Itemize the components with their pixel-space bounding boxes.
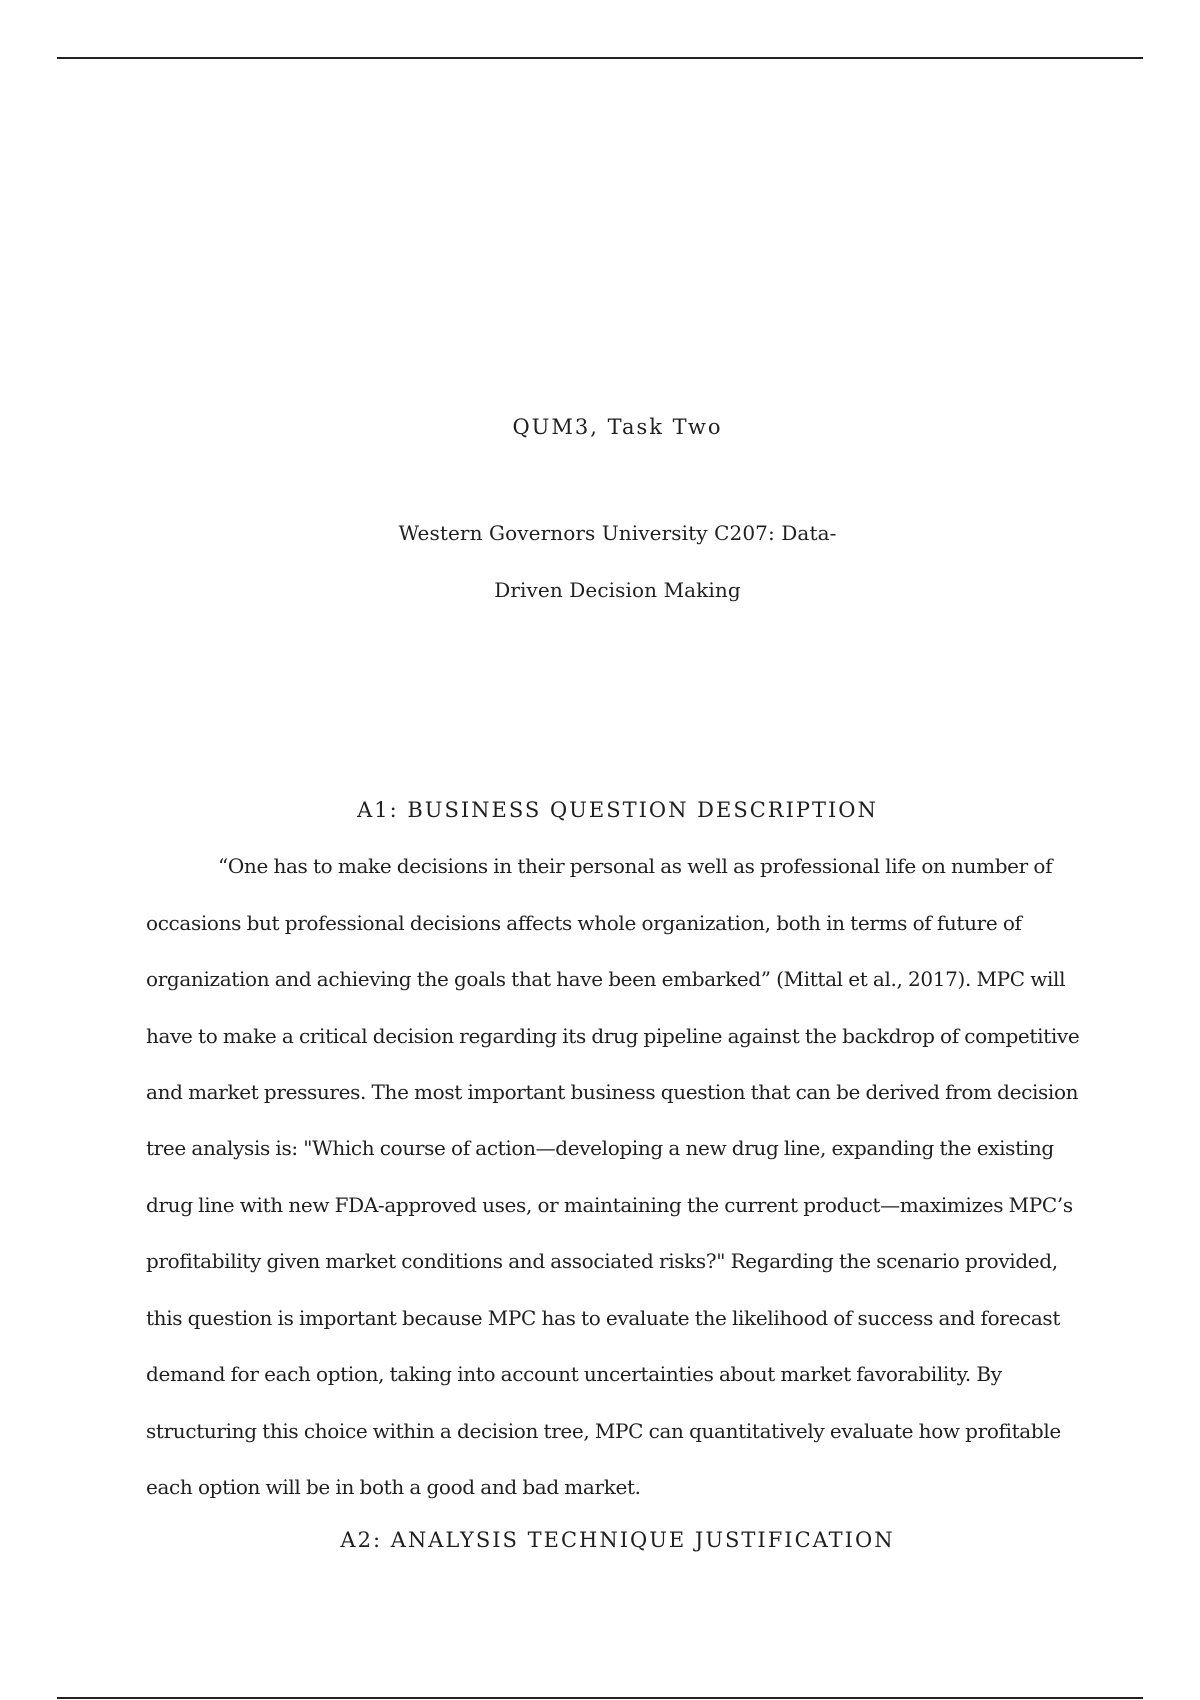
paragraph-line: “One has to make decisions in their personal as well as professional life on number of <box>218 854 1053 878</box>
document-title: QUM3, Task Two <box>512 415 723 439</box>
paragraph-line: profitability given market conditions and associated risks?" Regarding the scenario provided, <box>146 1249 1058 1273</box>
subtitle-line-2: Driven Decision Making <box>494 578 741 602</box>
top-rule <box>57 57 1143 59</box>
paragraph-line: and market pressures. The most important business question that can be derived from decision <box>146 1080 1079 1104</box>
paragraph-line: occasions but professional decisions affects whole organization, both in terms of future of <box>146 911 1022 935</box>
section-a1-heading: A1: BUSINESS QUESTION DESCRIPTION <box>357 798 878 822</box>
section-a2-heading: A2: ANALYSIS TECHNIQUE JUSTIFICATION <box>340 1528 895 1552</box>
paragraph-line: each option will be in both a good and bad market. <box>146 1475 641 1499</box>
paragraph-line: demand for each option, taking into account uncertainties about market favorability. By <box>146 1362 1002 1386</box>
paragraph-line: have to make a critical decision regarding its drug pipeline against the backdrop of competitive <box>146 1024 1080 1048</box>
subtitle-line-1: Western Governors University C207: Data- <box>398 521 837 545</box>
paragraph-line: drug line with new FDA-approved uses, or maintaining the current product—maximizes MPC’s <box>146 1193 1073 1217</box>
paragraph-line: structuring this choice within a decision tree, MPC can quantitatively evaluate how profitable <box>146 1419 1061 1443</box>
paragraph-line: organization and achieving the goals that have been embarked” (Mittal et al., 2017). MPC will <box>146 967 1066 991</box>
bottom-rule <box>57 1697 1143 1699</box>
paragraph-line: this question is important because MPC has to evaluate the likelihood of success and forecast <box>146 1306 1061 1330</box>
paragraph-line: tree analysis is: "Which course of action—developing a new drug line, expanding the existing <box>146 1136 1054 1160</box>
